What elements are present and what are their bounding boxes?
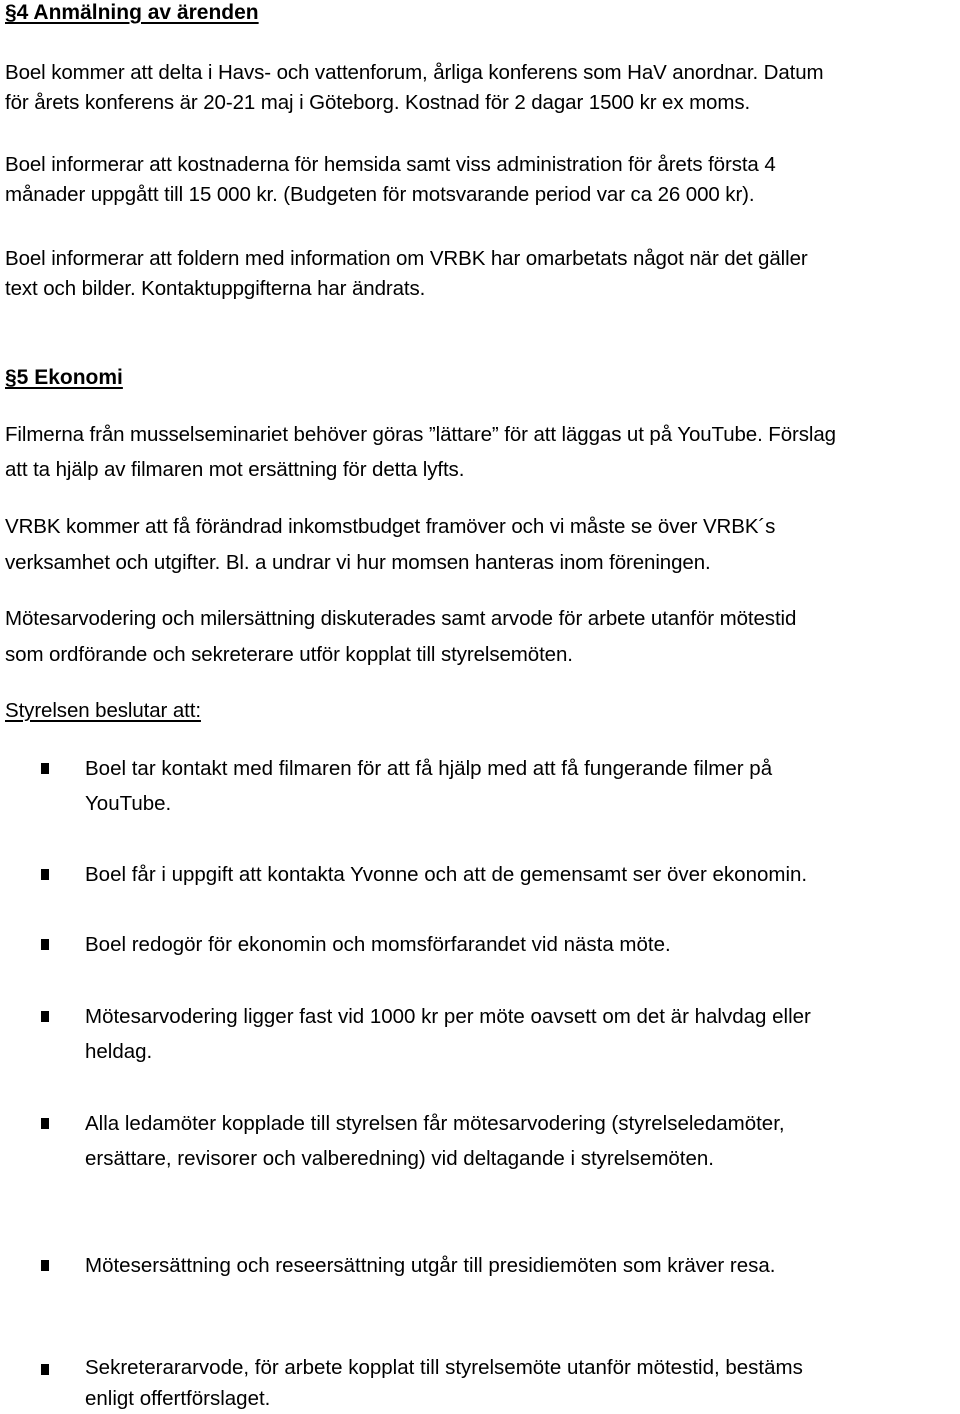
section-4-paragraph-3-line-1: Boel informerar att foldern med information om VRBK har omarbetats något när det gäller xyxy=(5,247,808,270)
decision-bullet-line-1: Boel får i uppgift att kontakta Yvonne och att de gemensamt ser över ekonomin. xyxy=(85,863,808,886)
decision-bullet-line-1: Mötesersättning och reseersättning utgår till presidiemöten som kräver resa. xyxy=(85,1254,776,1277)
decision-bullet-text xyxy=(85,1106,945,1176)
decision-bullet-line-2: ersättare, revisorer och valberedning) vid deltagande i styrelsemöten. xyxy=(85,1147,714,1170)
section-5-paragraph-1-line-2: att ta hjälp av filmaren mot ersättning för detta lyfts. xyxy=(5,458,465,481)
square-bullet-icon xyxy=(41,763,49,774)
decision-bullet-line-1: Boel tar kontakt med filmaren för att få hjälp med att få fungerande filmer på xyxy=(85,757,773,780)
decision-bullet-line-1: Sekreterararvode, för arbete kopplat till styrelsemöte utanför mötestid, bestäms xyxy=(85,1356,803,1379)
decision-bullet-text xyxy=(85,751,945,821)
section-5-paragraph-3-line-2: som ordförande och sekreterare utför kopplat till styrelsemöten. xyxy=(5,643,573,666)
decision-bullet-text xyxy=(85,927,945,962)
square-bullet-icon xyxy=(41,1364,49,1375)
section-4-paragraph-2-line-2: månader uppgått till 15 000 kr. (Budgeten för motsvarande period var ca 26 000 kr). xyxy=(5,183,755,206)
decision-bullet-line-1: Boel redogör för ekonomin och momsförfarandet vid nästa möte. xyxy=(85,933,671,956)
decision-bullet-line-2: enligt offertförslaget. xyxy=(85,1387,271,1410)
section-4-paragraph-1-line-1: Boel kommer att delta i Havs- och vattenforum, årliga konferens som HaV anordnar. Datum xyxy=(5,61,824,84)
section-5-paragraph-1-line-1: Filmerna från musselseminariet behöver göras ”lättare” för att läggas ut på YouTube. Förslag xyxy=(5,423,836,446)
section-4-paragraph-2-line-1: Boel informerar att kostnaderna för hemsida samt viss administration för årets första 4 xyxy=(5,153,776,176)
decision-bullet-text xyxy=(85,999,945,1069)
section-5-paragraph-2-line-2: verksamhet och utgifter. Bl. a undrar vi hur momsen hanteras inom föreningen. xyxy=(5,551,711,574)
section-5-paragraph-3-line-1: Mötesarvodering och milersättning diskuterades samt arvode för arbete utanför mötestid xyxy=(5,607,797,630)
square-bullet-icon xyxy=(41,1011,49,1022)
decision-bullet-text xyxy=(85,1248,945,1283)
section-5-heading: §5 Ekonomi xyxy=(5,366,123,389)
section-4-heading: §4 Anmälning av ärenden xyxy=(5,1,259,24)
section-5-paragraph-2-line-1: VRBK kommer att få förändrad inkomstbudget framöver och vi måste se över VRBK´s xyxy=(5,515,776,538)
square-bullet-icon xyxy=(41,1118,49,1129)
section-4-paragraph-3-line-2: text och bilder. Kontaktuppgifterna har ändrats. xyxy=(5,277,426,300)
decision-bullet-text xyxy=(85,857,945,892)
square-bullet-icon xyxy=(41,939,49,950)
decision-lead: Styrelsen beslutar att: xyxy=(5,699,201,722)
decision-bullet-line-1: Alla ledamöter kopplade till styrelsen får mötesarvodering (styrelseledamöter, xyxy=(85,1112,785,1135)
square-bullet-icon xyxy=(41,869,49,880)
square-bullet-icon xyxy=(41,1260,49,1271)
decision-bullet-line-2: YouTube. xyxy=(85,792,172,815)
section-4-paragraph-1-line-2: för årets konferens är 20-21 maj i Göteborg. Kostnad för 2 dagar 1500 kr ex moms. xyxy=(5,91,751,114)
decision-bullet-line-2: heldag. xyxy=(85,1040,153,1063)
decision-bullet-line-1: Mötesarvodering ligger fast vid 1000 kr per möte oavsett om det är halvdag eller xyxy=(85,1005,811,1028)
decision-bullet-text xyxy=(85,1352,945,1414)
